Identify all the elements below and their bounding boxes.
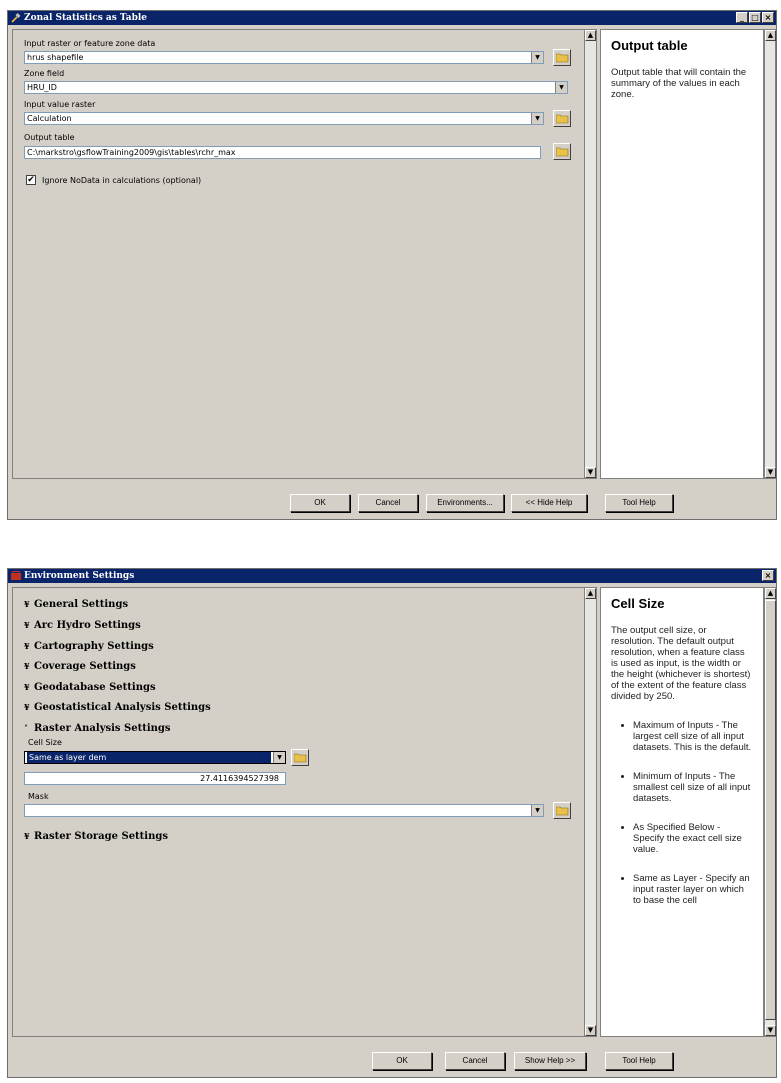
zone-field-label: Zone field — [24, 69, 65, 78]
zone-data-label: Input raster or feature zone data — [24, 39, 156, 48]
scroll-up-icon[interactable]: ▲ — [585, 30, 596, 41]
ignore-nodata-label: Ignore NoData in calculations (optional) — [42, 176, 202, 185]
expand-icon: ¥ — [24, 831, 30, 841]
scroll-up-icon[interactable]: ▲ — [765, 588, 776, 599]
mask-label: Mask — [28, 792, 49, 801]
cell-size-number-input[interactable]: 27.4116394527398 — [24, 772, 286, 785]
parameters-scrollbar[interactable] — [584, 29, 597, 479]
help-scrollbar[interactable] — [764, 587, 776, 1037]
section-raster-analysis[interactable]: ˄ Raster Analysis Settings — [24, 723, 171, 734]
dialog-title: Zonal Statistics as Table — [24, 13, 148, 23]
section-geodatabase[interactable]: ¥ Geodatabase Settings — [24, 682, 156, 693]
parameters-pane — [12, 29, 596, 479]
folder-icon — [556, 805, 569, 816]
close-button[interactable]: × — [762, 12, 774, 23]
help-bullet: • Minimum of Inputs - The smallest cell size of all input datasets. — [633, 771, 753, 804]
expand-icon: ¥ — [24, 682, 30, 692]
zonal-statistics-dialog — [7, 10, 777, 520]
cell-size-value: Same as layer dem — [27, 752, 271, 763]
close-button[interactable]: × — [762, 570, 774, 581]
section-cartography[interactable]: ¥ Cartography Settings — [24, 641, 154, 652]
scroll-up-icon[interactable]: ▲ — [765, 30, 776, 41]
chevron-down-icon[interactable]: ▼ — [531, 52, 543, 63]
scroll-down-icon[interactable]: ▼ — [765, 467, 776, 478]
section-arc-hydro[interactable]: ¥ Arc Hydro Settings — [24, 620, 141, 631]
expand-icon: ¥ — [24, 702, 30, 712]
section-raster-storage[interactable]: ¥ Raster Storage Settings — [24, 831, 168, 842]
dialog-titlebar[interactable] — [8, 569, 776, 583]
environment-settings-dialog — [7, 568, 777, 1078]
value-raster-label: Input value raster — [24, 100, 96, 109]
scroll-thumb[interactable] — [765, 600, 776, 1020]
browse-cell-size-button[interactable] — [291, 749, 309, 766]
browse-value-raster-button[interactable] — [553, 110, 571, 127]
show-help-button[interactable]: Show Help >> — [514, 1052, 586, 1070]
maximize-button[interactable]: □ — [749, 12, 761, 23]
ok-button[interactable]: OK — [372, 1052, 432, 1070]
button-bar — [8, 483, 776, 519]
folder-icon — [556, 52, 569, 63]
output-table-label: Output table — [24, 133, 75, 142]
hammer-icon — [11, 13, 21, 23]
expand-icon: ¥ — [24, 620, 30, 630]
hide-help-button[interactable]: << Hide Help — [511, 494, 587, 512]
section-general[interactable]: ¥ General Settings — [24, 599, 129, 610]
help-bullet: • Same as Layer - Specify an input raster layer on which to base the cell — [633, 873, 753, 906]
scroll-up-icon[interactable]: ▲ — [585, 588, 596, 599]
help-bullet: • Maximum of Inputs - The largest cell size of all input datasets. This is the default. — [633, 720, 753, 753]
folder-icon — [556, 146, 569, 157]
cell-size-select[interactable] — [24, 751, 286, 764]
folder-icon — [556, 113, 569, 124]
browse-zone-data-button[interactable] — [553, 49, 571, 66]
cancel-button[interactable]: Cancel — [445, 1052, 505, 1070]
value-raster-value: Calculation — [27, 114, 72, 123]
settings-scrollbar[interactable] — [584, 587, 597, 1037]
zone-field-value: HRU_ID — [27, 83, 57, 92]
help-pane — [600, 29, 764, 479]
ok-button[interactable]: OK — [290, 494, 350, 512]
help-title: Cell Size — [611, 596, 665, 611]
button-bar — [8, 1041, 776, 1077]
help-text: Output table that will contain the summary of the values in each zone. — [611, 67, 747, 100]
value-raster-select[interactable] — [24, 112, 544, 125]
expand-icon: ¥ — [24, 641, 30, 651]
zone-field-select[interactable] — [24, 81, 568, 94]
scroll-down-icon[interactable]: ▼ — [585, 467, 596, 478]
scroll-down-icon[interactable]: ▼ — [585, 1025, 596, 1036]
collapse-icon: ˄ — [24, 723, 28, 733]
help-text: The output cell size, or resolution. The default output resolution, when a feature class is used as input, is the width or the height (whichever is shortest) of the extent of the feature class divided by 250. — [611, 625, 751, 702]
ignore-nodata-checkbox[interactable]: ✔ — [27, 175, 35, 185]
section-geostatistical[interactable]: ¥ Geostatistical Analysis Settings — [24, 702, 211, 713]
zone-data-select[interactable] — [24, 51, 544, 64]
browse-mask-button[interactable] — [553, 802, 571, 819]
chevron-down-icon[interactable]: ▼ — [555, 82, 567, 93]
minimize-button[interactable]: _ — [736, 12, 748, 23]
scroll-down-icon[interactable]: ▼ — [765, 1025, 776, 1036]
environments-button[interactable]: Environments... — [426, 494, 504, 512]
help-scrollbar[interactable] — [764, 29, 776, 479]
folder-icon — [294, 752, 307, 763]
section-coverage[interactable]: ¥ Coverage Settings — [24, 661, 136, 672]
cancel-button[interactable]: Cancel — [358, 494, 418, 512]
help-bullet-list — [611, 720, 753, 906]
help-title: Output table — [611, 38, 688, 53]
chevron-down-icon[interactable]: ▼ — [531, 805, 543, 816]
output-table-value: C:\markstro\gsflowTraining2009\gis\tables\rchr_max — [27, 148, 236, 157]
chevron-down-icon[interactable]: ▼ — [273, 752, 285, 763]
toolbox-icon — [11, 571, 21, 581]
dialog-title: Environment Settings — [24, 571, 135, 581]
tool-help-button[interactable]: Tool Help — [605, 1052, 673, 1070]
zone-data-value: hrus shapefile — [27, 53, 84, 62]
cell-size-label: Cell Size — [28, 738, 62, 747]
mask-select[interactable] — [24, 804, 544, 817]
browse-output-table-button[interactable] — [553, 143, 571, 160]
dialog-titlebar[interactable] — [8, 11, 776, 25]
help-bullet: • As Specified Below - Specify the exact cell size value. — [633, 822, 753, 855]
expand-icon: ¥ — [24, 661, 30, 671]
help-pane — [600, 587, 764, 1037]
output-table-input[interactable] — [24, 146, 541, 159]
tool-help-button[interactable]: Tool Help — [605, 494, 673, 512]
chevron-down-icon[interactable]: ▼ — [531, 113, 543, 124]
expand-icon: ¥ — [24, 599, 30, 609]
